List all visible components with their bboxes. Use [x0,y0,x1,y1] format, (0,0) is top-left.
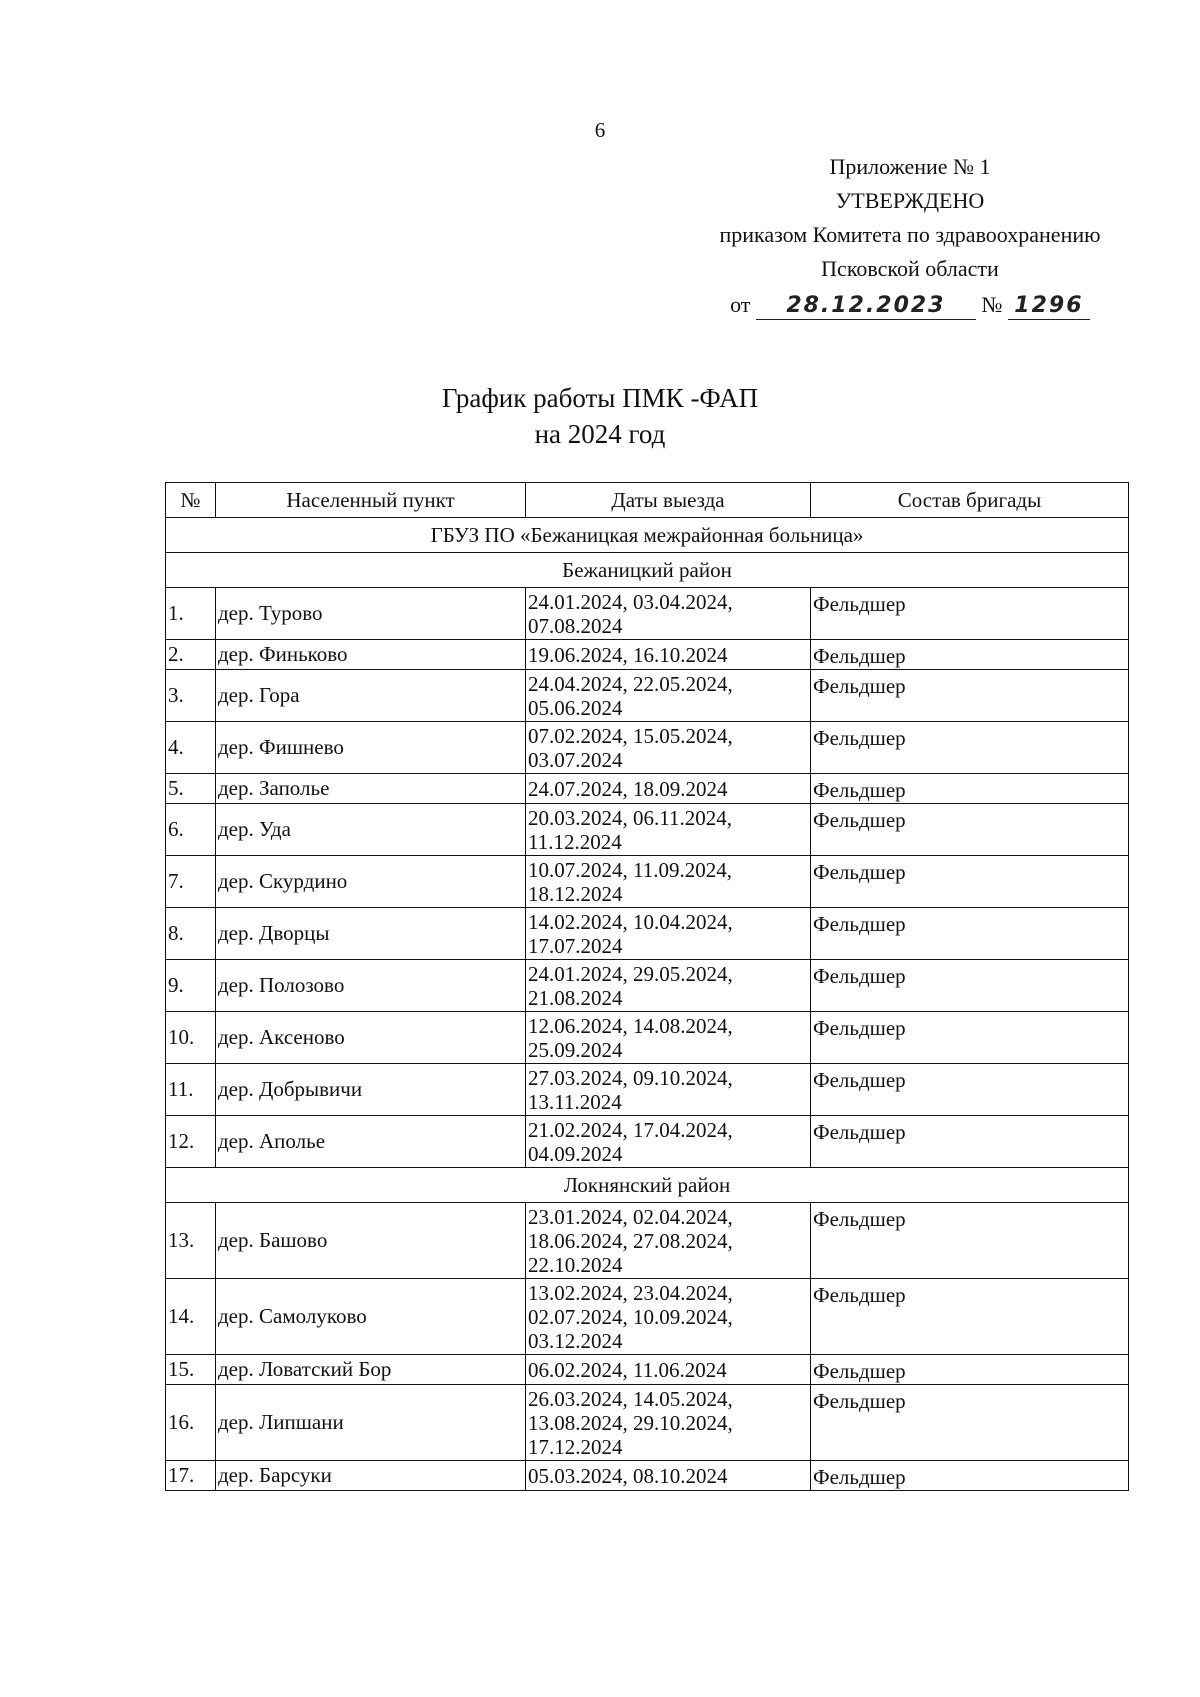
row-place: дер. Аксеново [216,1012,526,1064]
table-row [166,1355,1129,1385]
table-row [166,588,1129,640]
row-place: дер. Скурдино [216,856,526,908]
approval-appendix: Приложение № 1 [829,154,991,179]
document-title [0,380,1200,452]
row-team: Фельдшер [811,908,1129,960]
district-heading-1: Бежаницкий район [166,553,1129,588]
row-number: 6. [166,804,216,856]
number-label: № [981,292,1003,317]
row-team: Фельдшер [811,960,1129,1012]
row-dates: 10.07.2024, 11.09.2024, 18.12.2024 [526,856,811,908]
page-number: 6 [594,118,606,142]
row-team: Фельдшер [811,1116,1129,1168]
table-row [166,1064,1129,1116]
handwritten-number: 1296 [1008,293,1090,320]
row-place: дер. Турово [216,588,526,640]
row-number: 3. [166,670,216,722]
table-row [166,804,1129,856]
table-row [166,722,1129,774]
row-dates: 06.02.2024, 11.06.2024 [526,1355,811,1385]
table-row [166,960,1129,1012]
row-place: дер. Уда [216,804,526,856]
table-row [166,640,1129,670]
row-dates: 27.03.2024, 09.10.2024, 13.11.2024 [526,1064,811,1116]
header-team: Состав бригады [811,483,1129,518]
approval-reference [620,288,1200,322]
row-number: 15. [166,1355,216,1385]
row-team: Фельдшер [811,774,1129,804]
row-team: Фельдшер [811,856,1129,908]
row-number: 17. [166,1461,216,1491]
district-heading-2: Локнянский район [166,1168,1129,1203]
organization-heading: ГБУЗ ПО «Бежаницкая межрайонная больница» [166,518,1129,553]
row-team: Фельдшер [811,1355,1129,1385]
header-place: Населенный пункт [216,483,526,518]
row-number: 13. [166,1203,216,1279]
organization-heading-row [166,518,1129,553]
row-team: Фельдшер [811,722,1129,774]
row-team: Фельдшер [811,640,1129,670]
row-dates: 19.06.2024, 16.10.2024 [526,640,811,670]
row-place: дер. Ловатский Бор [216,1355,526,1385]
row-number: 2. [166,640,216,670]
row-team: Фельдшер [811,670,1129,722]
table-row [166,1012,1129,1064]
table-body [166,518,1129,1491]
handwritten-date: 28.12.2023 [756,293,976,320]
row-place: дер. Башово [216,1203,526,1279]
table-row [166,856,1129,908]
row-number: 16. [166,1385,216,1461]
table-header-row [166,483,1129,518]
district-heading-1-row [166,553,1129,588]
row-team: Фельдшер [811,1385,1129,1461]
row-place: дер. Финьково [216,640,526,670]
table-row [166,908,1129,960]
table-row [166,1116,1129,1168]
row-place: дер. Гора [216,670,526,722]
header-number: № [166,483,216,518]
header-dates: Даты выезда [526,483,811,518]
row-place: дер. Заполье [216,774,526,804]
row-dates: 24.04.2024, 22.05.2024, 05.06.2024 [526,670,811,722]
row-number: 1. [166,588,216,640]
row-dates: 24.07.2024, 18.09.2024 [526,774,811,804]
row-number: 7. [166,856,216,908]
row-dates: 21.02.2024, 17.04.2024, 04.09.2024 [526,1116,811,1168]
from-label: от [730,292,751,317]
row-number: 9. [166,960,216,1012]
row-place: дер. Дворцы [216,908,526,960]
table-row [166,1279,1129,1355]
table-row [166,1385,1129,1461]
row-dates: 07.02.2024, 15.05.2024, 03.07.2024 [526,722,811,774]
row-dates: 12.06.2024, 14.08.2024, 25.09.2024 [526,1012,811,1064]
row-dates: 24.01.2024, 29.05.2024, 21.08.2024 [526,960,811,1012]
row-place: дер. Фишнево [216,722,526,774]
row-dates: 24.01.2024, 03.04.2024, 07.08.2024 [526,588,811,640]
approval-block [620,150,1200,322]
title-line-2: на 2024 год [534,419,666,449]
row-place: дер. Липшани [216,1385,526,1461]
row-number: 11. [166,1064,216,1116]
row-team: Фельдшер [811,1064,1129,1116]
row-place: дер. Самолуково [216,1279,526,1355]
table-row [166,774,1129,804]
row-team: Фельдшер [811,1461,1129,1491]
approval-region: Псковской области [821,256,999,281]
row-dates: 26.03.2024, 14.05.2024, 13.08.2024, 29.10.2024, 17.12.2024 [526,1385,811,1461]
row-number: 14. [166,1279,216,1355]
row-place: дер. Полозово [216,960,526,1012]
row-team: Фельдшер [811,1012,1129,1064]
row-team: Фельдшер [811,588,1129,640]
row-team: Фельдшер [811,1279,1129,1355]
table-row [166,670,1129,722]
row-dates: 14.02.2024, 10.04.2024, 17.07.2024 [526,908,811,960]
row-team: Фельдшер [811,1203,1129,1279]
row-number: 8. [166,908,216,960]
approval-approved: УТВЕРЖДЕНО [835,188,985,213]
approval-order: приказом Комитета по здравоохранению [719,222,1101,247]
row-number: 12. [166,1116,216,1168]
table-row [166,1461,1129,1491]
row-number: 5. [166,774,216,804]
schedule-table [165,482,1129,1491]
row-dates: 20.03.2024, 06.11.2024, 11.12.2024 [526,804,811,856]
row-dates: 05.03.2024, 08.10.2024 [526,1461,811,1491]
title-line-1: График работы ПМК -ФАП [441,383,759,413]
row-place: дер. Аполье [216,1116,526,1168]
row-team: Фельдшер [811,804,1129,856]
row-place: дер. Добрывичи [216,1064,526,1116]
row-dates: 23.01.2024, 02.04.2024, 18.06.2024, 27.08.2024, 22.10.2024 [526,1203,811,1279]
row-place: дер. Барсуки [216,1461,526,1491]
table-row [166,1203,1129,1279]
row-dates: 13.02.2024, 23.04.2024, 02.07.2024, 10.09.2024, 03.12.2024 [526,1279,811,1355]
row-number: 10. [166,1012,216,1064]
row-number: 4. [166,722,216,774]
district-heading-2-row [166,1168,1129,1203]
